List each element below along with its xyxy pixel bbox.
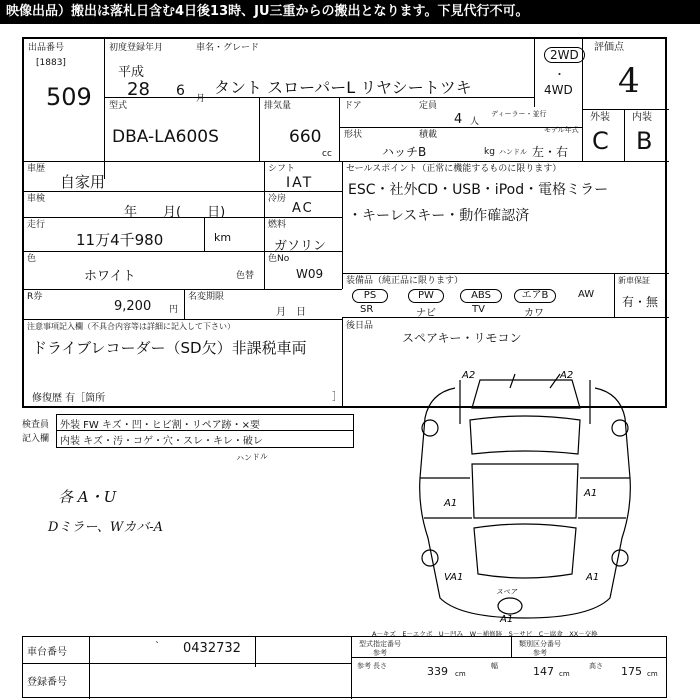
shift-label: シフト [268,164,296,174]
type-label: 車歴 [27,164,46,174]
interior-grade: B [636,127,653,155]
top-banner: 映像出品）搬出は落札日含む4日後13時、JU三重からの搬出となります。下見代行不可。 [0,0,700,24]
repair-history: 修復歴 有［箇所 [32,393,106,404]
notes-label: 注意事項記入欄（不具合内容等は詳細に記入して下さい） [27,322,235,331]
dealer-label: ディーラー・並行 [491,110,547,118]
car-damage-diagram [400,368,650,628]
aircon-value: AC [292,201,314,216]
mileage-label: 走行 [27,220,46,230]
sales-line-1: ESC・社外CD・USB・iPod・電格ミラー [348,182,609,198]
capacity-unit: 人 [470,117,480,127]
inspection-value: 年 月( 日) [124,205,226,220]
interior-legend: 内装 キズ・汚・コゲ・穴・スレ・キレ・破レ [60,436,263,447]
mark-a2-left: A2 [462,370,476,381]
mark-a1-right: A1 [584,488,598,499]
type-value: 自家用 [60,173,106,191]
chassis-value: 0432732 [183,641,241,656]
shape-label: 形状 [344,130,363,140]
recycle-unit: 円 [169,305,179,315]
equip-sr: SR [360,304,374,315]
kg-unit: kg [484,147,495,157]
handle-value: 左・右 [532,145,569,159]
length-label: 長さ [373,662,387,670]
equip-pw: PW [408,289,444,303]
km-unit: km [214,231,232,244]
new-warranty-label: 新車保証 [618,276,650,285]
capacity-value: 4 [454,112,463,127]
spare-note: スペア [496,588,517,596]
cc-unit: cc [322,149,332,159]
model-cert-ref: 参考 [373,649,387,657]
handle-handwritten: ハンドル [235,451,269,464]
lot-label: 出品番号 [28,43,65,53]
drive-2wd: 2WD [544,47,585,63]
displacement-label: 排気量 [264,101,292,111]
month-unit: 月 [196,94,206,104]
model-code: DBA-LA600S [112,127,219,147]
height-unit: cm [647,670,658,678]
displacement-value: 660 [289,127,322,147]
equip-airbag: エアB [514,289,556,303]
after-value: スペアキー・リモコン [402,331,522,345]
inspector-label-1: 検査員 [22,420,50,430]
width-label: 幅 [491,662,498,670]
inspector-label-2: 記入欄 [22,434,50,444]
lot-number: 509 [46,83,92,111]
color-value: ホワイト [84,269,136,284]
fuel-label: 燃料 [268,220,287,230]
equip-navi: ナビ [416,308,436,319]
width-value: 147 [533,665,554,678]
model-label: 型式 [109,101,128,111]
shape-value: ハッチB [382,145,427,159]
title-date-unit: 月 日 [276,307,306,318]
mark-va1: VA1 [444,572,464,583]
mark-a1-bottom: A1 [500,614,514,625]
drive-dot: ・ [554,68,565,81]
length-value: 339 [427,665,448,678]
notes-text: ドライブレコーダー（SD欠）非課税車両 [32,339,307,357]
shift-value: IAT [286,175,314,191]
load-label: 積載 [419,130,438,140]
model-cert-label: 型式指定番号 [359,640,401,648]
equipment-label: 装備品（純正品に限ります） [346,276,464,286]
sales-line-2: ・キーレスキー・動作確認済 [348,208,530,224]
height-label: 高さ [589,662,603,670]
exterior-label: 外装 [590,112,610,123]
reg-era: 平成 [118,65,145,80]
reg-number-label: 登録番号 [27,677,67,688]
inspection-label: 車検 [27,194,46,204]
mileage-value: 11万4千980 [76,231,164,249]
interior-label: 内装 [632,112,652,123]
handwritten-note-2: Dミラー、Wカバ-A [48,520,164,535]
mark-a1-left: A1 [444,498,458,509]
class-ref: 参考 [533,649,547,657]
score-label: 評価点 [594,42,624,53]
chassis-tick: ` [155,641,160,652]
damage-legend: A－キズ E－エクボ U－凹み W－補修跡 S－サビ C－腐食 XX－交換 [372,630,598,638]
recycle-value: 9,200 [114,299,152,314]
exterior-legend: 外装 FW キズ・凹・ヒビ割・リペア跡・×要 [60,420,260,431]
fuel-value: ガソリン [274,239,327,254]
exterior-grade: C [592,127,609,155]
inspector-section [22,412,354,450]
reg-year: 28 [127,79,150,100]
new-warranty-value: 有・無 [622,295,659,309]
color-change-label: 色替 [236,271,255,281]
class-label: 類別区分番号 [519,640,561,648]
aircon-label: 冷房 [268,194,287,204]
color-label: 色 [27,254,37,264]
car-name: タント スローパーL リヤシートツキ [214,78,472,97]
capacity-label: 定員 [419,101,438,111]
chassis-label: 車台番号 [27,647,67,658]
equip-aw: AW [578,289,595,300]
height-value: 175 [621,665,642,678]
handwritten-note-1: 各 A・U [58,488,117,506]
dimensions-ref: 参考 [357,662,371,670]
equip-leather: カワ [524,308,544,319]
model-year-label: モデル年式 [544,126,579,134]
lot-sub: [1883] [36,58,66,68]
reg-month: 6 [176,83,185,99]
equip-abs: ABS [460,289,502,303]
recycle-label: R券 [27,292,43,302]
drive-4wd: 4WD [544,83,573,97]
width-unit: cm [559,670,570,678]
after-label: 後日品 [346,321,374,331]
color-no-value: W09 [296,267,324,281]
auction-sheet [22,37,667,408]
title-date-label: 名変期限 [188,292,225,302]
doors-label: ドア [344,101,362,111]
repair-bracket: ］ [332,392,342,403]
chassis-table [22,636,667,698]
mark-a2-right: A2 [560,370,574,381]
equip-ps: PS [352,289,388,303]
handle-label: ハンドル [499,148,527,156]
score-value: 4 [618,61,640,101]
color-no-label: 色No [268,254,290,264]
length-unit: cm [455,670,466,678]
mark-a1-rear: A1 [586,572,600,583]
first-reg-label: 初度登録年月 [109,43,164,53]
equip-tv: TV [472,304,485,315]
sales-label: セールスポイント（正常に機能するものに限ります） [346,164,562,174]
model-grade-label: 車名・グレード [196,43,260,53]
